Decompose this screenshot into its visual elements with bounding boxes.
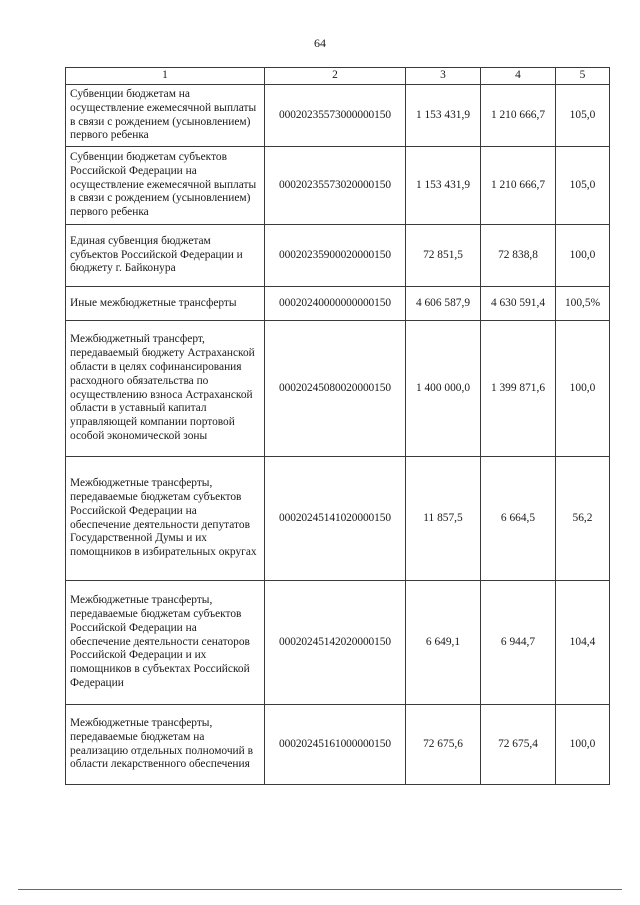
column-header-4: 4	[481, 68, 556, 85]
row-fact: 1 399 871,6	[481, 321, 556, 457]
row-plan: 4 606 587,9	[406, 287, 481, 321]
row-name: Субвенции бюджетам на осуществление ежемесячной выплаты в связи с рождением (усыновлением) первого ребенка	[66, 85, 265, 147]
row-percent: 104,4	[556, 581, 610, 705]
row-percent: 100,0	[556, 225, 610, 287]
table-row	[66, 287, 610, 321]
row-fact: 4 630 591,4	[481, 287, 556, 321]
row-plan: 72 851,5	[406, 225, 481, 287]
row-plan: 1 153 431,9	[406, 85, 481, 147]
row-percent: 105,0	[556, 147, 610, 225]
page-number: 64	[314, 36, 326, 50]
row-code: 00020245142020000150	[265, 581, 406, 705]
row-percent: 100,0	[556, 705, 610, 785]
row-code: 00020245161000000150	[265, 705, 406, 785]
row-plan: 11 857,5	[406, 457, 481, 581]
row-fact: 1 210 666,7	[481, 147, 556, 225]
column-header-2: 2	[265, 68, 406, 85]
row-code: 00020245141020000150	[265, 457, 406, 581]
row-name: Межбюджетные трансферты, передаваемые бюджетам субъектов Российской Федерации на обеспечение деятельности депутатов Государственной Думы и их помощников в избирательных округах	[66, 457, 265, 581]
table-row	[66, 147, 610, 225]
row-name: Единая субвенция бюджетам субъектов Российской Федерации и бюджету г. Байконура	[66, 225, 265, 287]
row-plan: 1 400 000,0	[406, 321, 481, 457]
row-name: Межбюджетные трансферты, передаваемые бюджетам на реализацию отдельных полномочий в области лекарственного обеспечения	[66, 705, 265, 785]
row-name: Межбюджетный трансферт, передаваемый бюджету Астраханской области в целях софинансирования расходного обязательства по осуществлению взноса Астраханской области в уставный капитал управляющей компании портовой особой экономической зоны	[66, 321, 265, 457]
table-row	[66, 225, 610, 287]
row-code: 00020235573000000150	[265, 85, 406, 147]
row-fact: 6 664,5	[481, 457, 556, 581]
column-header-5: 5	[556, 68, 610, 85]
row-percent: 105,0	[556, 85, 610, 147]
row-fact: 1 210 666,7	[481, 85, 556, 147]
row-percent: 100,0	[556, 321, 610, 457]
row-fact: 6 944,7	[481, 581, 556, 705]
row-code: 00020240000000000150	[265, 287, 406, 321]
row-percent: 100,5%	[556, 287, 610, 321]
column-header-1: 1	[66, 68, 265, 85]
row-fact: 72 838,8	[481, 225, 556, 287]
budget-table	[65, 67, 610, 785]
row-percent: 56,2	[556, 457, 610, 581]
table-row	[66, 581, 610, 705]
column-header-3: 3	[406, 68, 481, 85]
row-plan: 1 153 431,9	[406, 147, 481, 225]
table-row	[66, 321, 610, 457]
bottom-rule	[18, 889, 622, 890]
row-fact: 72 675,4	[481, 705, 556, 785]
table-row	[66, 85, 610, 147]
row-plan: 6 649,1	[406, 581, 481, 705]
row-plan: 72 675,6	[406, 705, 481, 785]
row-code: 00020245080020000150	[265, 321, 406, 457]
row-name: Субвенции бюджетам субъектов Российской Федерации на осуществление ежемесячной выплаты в связи с рождением (усыновлением) первого ребенка	[66, 147, 265, 225]
row-code: 00020235573020000150	[265, 147, 406, 225]
table-header-row	[66, 68, 610, 85]
table-row	[66, 457, 610, 581]
table-row	[66, 705, 610, 785]
row-name: Межбюджетные трансферты, передаваемые бюджетам субъектов Российской Федерации на обеспечение деятельности сенаторов Российской Федерации и их помощников в субъектах Российской Федерации	[66, 581, 265, 705]
row-name: Иные межбюджетные трансферты	[66, 287, 265, 321]
row-code: 00020235900020000150	[265, 225, 406, 287]
